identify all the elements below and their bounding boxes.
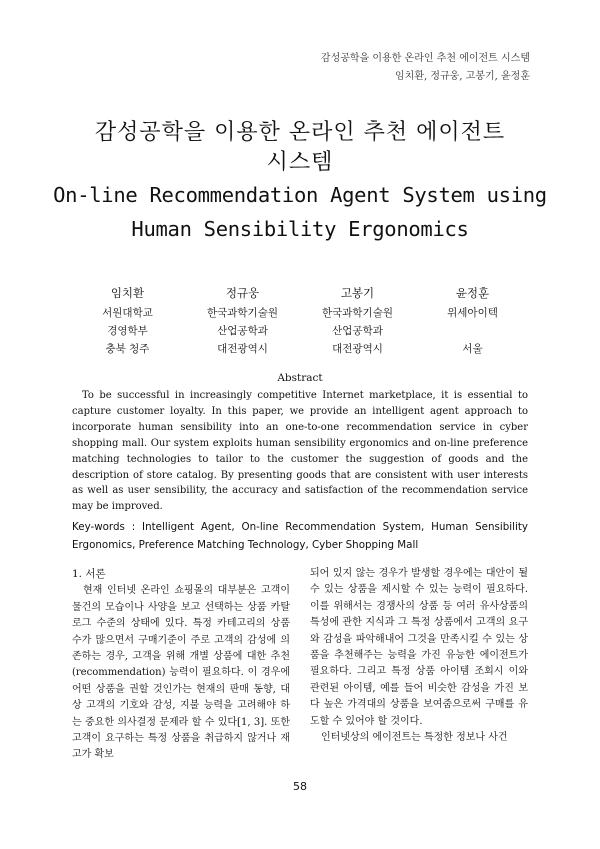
author-1 [70,284,185,358]
english-title-line-1: On-line Recommendation Agent System using [53,183,547,207]
body-paragraph: 되어 있지 않는 경우가 발생할 경우에는 대안이 될 수 있는 상품을 제시할 수 있는 능력이 필요하다. 이를 위해서는 경쟁사의 상품 등 여러 유사상품의 특성에 관한 지식과 그 특정 상품에서 고객의 요구와 감성을 파악해내어 그것을 만족시킬 수 있는 상품을 추천해주는 능력을 가진 유능한 에이전트가 필요하다. 그리고 특정 상품 아이템 조회시 이와 관련된 아이템, 예를 들어 비슷한 감성을 가진 보다 높은 가격대의 상품을 보여줌으로써 구매를 유도할 수 있어야 할 것이다. [310,568,528,727]
author-location: 대전광역시 [332,343,383,355]
author-location: 대전광역시 [217,343,268,355]
body-paragraph: 현재 인터넷 온라인 쇼핑몰의 대부분은 고객이 물건의 모습이나 사양을 보고 선택하는 상품 카탈로그 수준의 상태에 있다. 특정 카테고리의 상품 수가 많으면서 구매기준이 주로 고객의 감성에 의존하는 경우, 고객을 위해 개별 상품에 대한 추천(recommendation) 능력이 필요하다. 이 경우에 어떤 상품을 권할 것인가는 현재의 판매 동향, 대상 고객의 기호와 감성, 지불 능력을 고려해야 하는 중요한 의사결정 문제라 할 수 있다[1, 3]. 또한 고객이 요구하는 특정 상품을 취급하지 않거나 재고가 확보 [72,585,290,761]
author-3 [300,284,415,358]
section-title: 1. 서론 [72,568,106,580]
author-department [415,322,530,340]
author-4 [415,284,530,358]
author-name: 고봉기 [340,286,375,300]
right-column [310,566,528,764]
body-paragraph: 인터넷상의 에이전트는 특정한 정보나 사건 [321,732,508,744]
page-number: 58 [293,780,307,793]
author-2 [185,284,300,358]
running-header [321,50,530,86]
english-title [0,178,600,246]
running-header-title: 감성공학을 이용한 온라인 추천 에이전트 시스템 [320,53,530,64]
korean-title-line-2: 시스템 [266,150,334,175]
author-name: 정규웅 [225,286,260,300]
author-department: 산업공학과 [217,325,268,337]
author-location: 충북 청주 [105,343,150,355]
author-name: 윤정훈 [455,286,490,300]
keywords: Key-words : Intelligent Agent, On-line Recommendation System, Human Sensibility Ergonomics, Preference Matching Technology, Cyber Shopping Mall [72,521,528,551]
left-column [72,566,290,764]
author-name: 임치환 [110,286,145,300]
author-affiliation: 한국과학기술원 [321,307,393,319]
author-department: 경영학부 [107,325,148,337]
author-location: 서울 [462,343,483,355]
abstract-body: To be successful in increasingly competitive Internet marketplace, it is essential to capture customer loyalty. In this paper, we provide an intelligent agent approach to incorporate human sensibility into an one-to-one recommendation service in cyber shopping mall. Our system exploits human sensibility ergonomics and on-line preference matching technologies to tailor to the customer the suggestion of goods and the description of store catalog. By presenting goods that are consistent with user interests as well as user sensibility, the accuracy and satisfaction of the recommendation service may be improved. [72,390,528,513]
english-title-line-2: Human Sensibility Ergonomics [131,217,469,241]
running-header-authors: 임치환, 정규웅, 고봉기, 윤정훈 [395,71,530,82]
author-department: 산업공학과 [332,325,383,337]
author-affiliation: 서원대학교 [102,307,153,319]
korean-title [0,118,600,178]
author-affiliation: 위세아이텍 [447,307,498,319]
korean-title-line-1: 감성공학을 이용한 온라인 추천 에이전트 [94,120,506,145]
author-list [70,284,530,358]
author-affiliation: 한국과학기술원 [206,307,278,319]
body-columns [72,566,528,764]
abstract-heading: Abstract [277,372,323,384]
